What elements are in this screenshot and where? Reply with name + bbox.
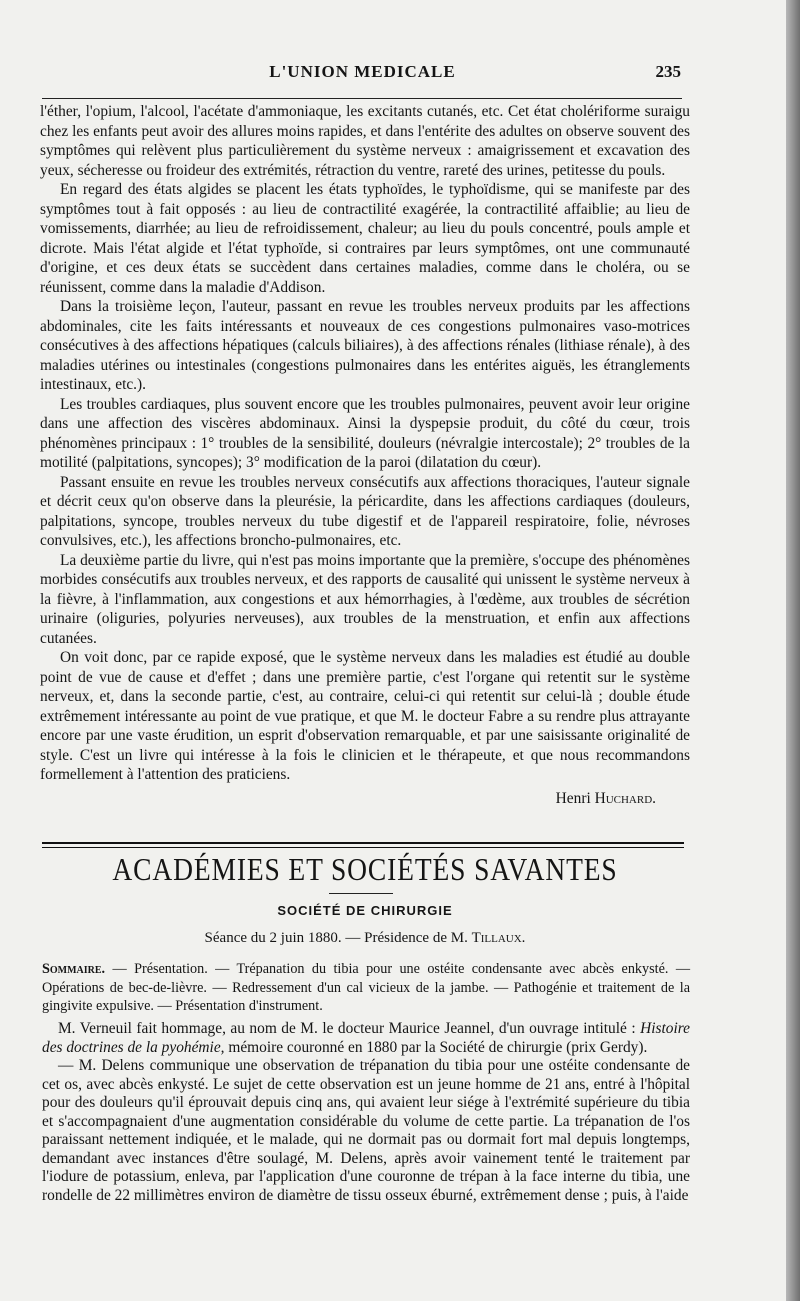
signature-first-name: Henri [555,789,591,807]
minutes-p1-before: M. Verneuil fait hommage, au nom de M. le docteur Maurice Jeannel, d'un ouvrage intitulé : [58,1020,636,1037]
review-paragraph: Dans la troisième leçon, l'auteur, passant en revue les troubles nerveux produits par les affections abdominales, cite les faits intéressants et nouveaux de ces congestions pulmonaires vaso-motrices consécutives à des affections hépatiques (calculs biliaires), à des affections rénales (lithiase rénale), à des maladies utérines ou intestinales (congestions pulmonaires dans les entérites aiguës, les étranglements intestinaux, etc.). [40,298,690,393]
section-title: ACADÉMIES ET SOCIÉTÉS SAVANTES [112,851,618,887]
session-minutes [42,1020,690,1205]
book-review-text [40,102,690,808]
section-divider [42,842,684,848]
minutes-paragraph [42,1020,690,1057]
minutes-p1-after: mémoire couronné en 1880 par la Société de chirurgie (prix Gerdy). [228,1038,648,1056]
review-paragraph: Les troubles cardiaques, plus souvent encore que les troubles pulmonaires, peuvent avoir leur origine dans une affection des viscères abdominaux. Ainsi la dyspepsie produit, du côté du cœur, trois phénomènes principaux : 1° troubles de la sensibilité, douleurs (névralgie intercostale); 2° troubles de la motilité (palpitations, syncopes); 3° modification de la paroi (dilatation du cœur). [40,395,690,471]
author-signature [40,789,690,809]
review-paragraph: En regard des états algides se placent les états typhoïdes, le typhoïdisme, qui se manifeste par des symptômes tout à fait opposés : au lieu de contractilité exagérée, la contractilité affaiblie; au lieu de vomissements, diarrhée; au lieu de refroidissement, chaleur; au lieu du pouls concentré, pouls ample et dicrote. Mais l'état algide et l'état typhoïde, si contraires par leurs symptômes, ont une communauté d'origine, et ces deux états se succèdent dans certaines maladies, comme dans le choléra, ou se réunissent, comme dans la maladie d'Addison. [40,181,690,296]
session-president: Tillaux. [471,930,526,946]
signature-last-name: Huchard. [594,789,656,807]
review-paragraph: La deuxième partie du livre, qui n'est pas moins importante que la première, s'occupe des phénomènes morbides consécutifs aux troubles nerveux, et des rapports de causalité qui unissent le système nerveux à la fièvre, à l'inflammation, aux congestions et aux hémorrhagies, à l'œdème, aux troubles de sécrétion urinaire (oliguries, polyuries nerveuses), aux troubles de la menstruation, et enfin aux affections cutanées. [40,551,690,647]
review-paragraph: l'éther, l'opium, l'alcool, l'acétate d'ammoniaque, les excitants cutanés, etc. Cet état cholériforme suraigu chez les enfants peut avoir des allures moins rapides, et dans l'entérite des adultes on observe souvent des symptômes qui relèvent plus particulièrement du système nerveux : amaigrissement et excavation des yeux, sécheresse ou froideur des extrémités, rétraction du ventre, rareté des urines, petitesse du pouls. [40,103,690,179]
review-paragraph: Passant ensuite en revue les troubles nerveux consécutifs aux affections thoraciques, l'auteur signale et décrit ceux qu'on observe dans la pleurésie, la péricardite, dans les affections cardiaques (douleurs, palpitations, syncope, troubles nerveux du tube digestif et de l'appareil respiratoire, folie, névroses convulsives, etc.), les affections broncho-pulmonaires, etc. [40,473,690,549]
page-number: 235 [655,62,681,81]
summary-label: Sommaire. [42,961,106,977]
review-paragraph: On voit donc, par ce rapide exposé, que le système nerveux dans les maladies est étudié au double point de vue de cause et d'effet ; dans une première partie, c'est l'organe qui retentit sur le système nerveux, et, dans la seconde partie, c'est, au contraire, celui-ci qui retentit sur celui-là ; double étude extrêmement intéressante au point de vue pratique, et que M. le docteur Fabre a su rendre plus attrayante encore par une vaste érudition, un esprit d'observation remarquable, et par une saisissante originalité de style. C'est un livre qui intéresse à la fois le clinicien et le thérapeute, et que nous recommandons formellement à l'attention des praticiens. [40,649,690,783]
page-header [40,62,685,88]
header-rule [42,98,682,99]
minutes-paragraph: — M. Delens communique une observation de trépanation du tibia pour une ostéite condensante de cet os, avec abcès enkysté. Le sujet de cette observation est un jeune homme de 21 ans, entré à l'hôpital pour des douleurs qu'il éprouvait depuis cinq ans, qui avaient leur siége à l'extrémité supérieure du tibia et s'accompagnaient d'une augmentation considérable du volume de cette partie. La trépanation de l'os paraissant nettement indiquée, et le malade, qui ne dormait pas ou dormait fort mal depuis longtemps, demandant avec instances d'être soulagé, M. Delens, après avoir vainement tenté le traitement par l'iodure de potassium, enleva, par l'application d'une couronne de trépan à la face interne du tibia, une rondelle de 22 millimètres environ de diamètre de tissu osseux éburné, extrêmement dense ; puis, à l'aide [42,1057,690,1204]
society-heading: SOCIÉTÉ DE CHIRURGIE [277,903,453,918]
session-line [40,930,690,947]
summary-text: — Présentation. — Trépanation du tibia pour une ostéite condensante avec abcès enkysté. — Opérations de bec-de-lièvre. — Redressement d'un cal vicieux de la jambe. — Pathogénie et traitement de la gingivite expulsive. — Présentation d'instrument. [42,961,691,1014]
session-summary [42,960,690,1016]
book-title: Histoire des doctrines de la pyohémie, [42,1020,690,1056]
running-title: L'UNION MEDICALE [269,62,456,81]
page-edge-shadow [786,0,800,1301]
session-date: Séance du 2 juin 1880. — Présidence de M. [204,930,468,946]
title-underline [329,893,393,894]
